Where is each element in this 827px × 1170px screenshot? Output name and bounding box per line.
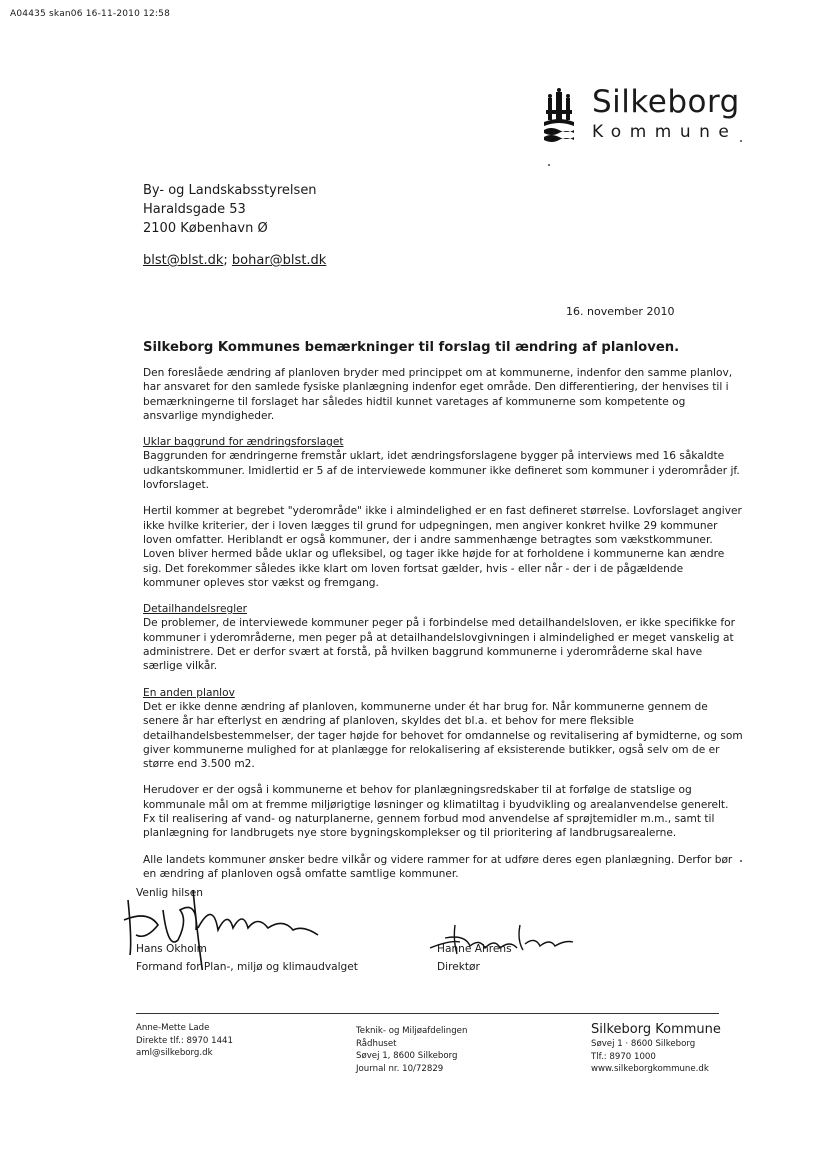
footer-municipality (591, 1022, 721, 1076)
recipient-line: Haraldsgade 53 (143, 202, 246, 217)
body-paragraph: Baggrunden for ændringerne fremstår uklart, idet ændringsforslagene bygger på interviews med 16 såkaldte udkantskommuner. Imidlertid er 5 af de interviewede kommuner ikke defineret som kommuner i yderområder jf. lovforslaget. (143, 450, 740, 492)
body-section (143, 602, 743, 673)
body-paragraph: Alle landets kommuner ønsker bedre vilkår og videre rammer for at udføre deres egen planlægning. Derfor bør en ændring af planloven også omfatte samtlige kommuner. (143, 853, 733, 880)
footer-line: Tlf.: 8970 1000 (591, 1051, 656, 1062)
recipient-line: By- og Landskabsstyrelsen (143, 183, 317, 198)
logo-name: Silkeborg (592, 84, 740, 120)
footer-line: Direkte tlf.: 8970 1441 (136, 1035, 233, 1046)
signer-1-name: Hans Okholm (136, 943, 207, 955)
signature-1-icon (118, 880, 328, 970)
body-section (143, 435, 743, 492)
signer-2-name: Hanne Ahrens (437, 943, 512, 955)
logo-subtitle: Kommune (592, 122, 738, 142)
section-heading: En anden planlov (143, 686, 235, 699)
body-paragraph: Hertil kommer at begrebet "yderområde" ikke i almindelighed er en fast defineret størrelse. Lovforslaget angiver ikke hvilke kriterier, der i loven lægges til grund for udpegningen, men angiver konkret hvilke 29 kommuner loven omfatter. Heriblandt er også kommuner, der i andre sammenhænge betragtes som vækstkommuner. Loven bliver hermed både uklar og ufleksibel, og tager ikke højde for at forholdene i kommunerne kan ændre sig. Det forekommer således ikke klart om loven fortsat gælder, hvis - eller når - der i de pågældende kommuner opleves stor vækst og fremgang. (143, 505, 742, 589)
letter-body (143, 366, 743, 893)
body-paragraph: Herudover er der også i kommunerne et behov for planlægningsredskaber til at forfølge de statslige og kommunale mål om at fremme miljørigtige løsninger og klimatiltag i byudvikling og arealanvendelse generelt. Fx til realisering af vand- og naturplanerne, gennem forbud mod anvendelse af sprøjtemidler m.m., samt til planlægning for landbrugets nye store bygningskomplekser og til prioritering af landbrugsarealerne. (143, 784, 729, 840)
footer-line: Søvej 1 · 8600 Silkeborg (591, 1039, 696, 1049)
footer-line: Journal nr. 10/72829 (356, 1063, 444, 1074)
email-link-bohar[interactable]: bohar@blst.dk (231, 253, 327, 268)
footer-department (356, 1025, 467, 1075)
body-section (143, 686, 743, 772)
body-paragraph: De problemer, de interviewede kommuner peger på i forbindelse med detailhandelsloven, er ikke specifikke for kommuner i yderområderne, men peger på at detailhandelslovgivningen i almindelighed er meget vanskelig at administrere. Det er derfor svært at forstå, på hvilken baggrund kommunerne i yderområderne skal have særlige vilkår. (143, 617, 735, 673)
letter-date: 16. november 2010 (566, 305, 675, 318)
scan-speck (548, 164, 550, 166)
footer-line: Rådhuset (356, 1038, 397, 1049)
footer-contact (136, 1022, 233, 1060)
section-heading: Detailhandelsregler (143, 603, 248, 616)
recipient-address (143, 181, 317, 238)
letter-title: Silkeborg Kommunes bemærkninger til forslag til ændring af planloven. (143, 340, 680, 355)
recipient-emails (143, 253, 326, 268)
section-heading: Uklar baggrund for ændringsforslaget (143, 436, 344, 449)
body-paragraph: Den foreslåede ændring af planloven bryder med princippet om at kommunerne, indenfor den samme planlov, har ansvaret for den samlede fysiske planlægning indenfor eget område. Den differentiering, der henvises til i bemærkningerne til forslaget har således hidtil kunnet varetages af kommunerne som kompetente og ansvarlige myndigheder. (143, 367, 733, 422)
closing-greeting: Venlig hilsen (136, 887, 203, 899)
email-separator: ; (223, 253, 228, 268)
scan-speck (740, 140, 742, 142)
signer-1-title: Formand for Plan-, miljø og klimaudvalget (136, 961, 358, 973)
fax-header: A04435 skan06 16-11-2010 12:58 (10, 9, 171, 19)
email-link-blst[interactable]: blst@blst.dk (143, 253, 224, 268)
footer-email-link[interactable]: aml@silkeborg.dk (136, 1048, 213, 1059)
signer-2-title: Direktør (437, 961, 480, 973)
footer-line: Teknik- og Miljøafdelingen (356, 1026, 468, 1036)
footer-municipality-name: Silkeborg Kommune (591, 1022, 721, 1037)
footer-website-link[interactable]: www.silkeborgkommune.dk (591, 1064, 709, 1075)
footer-line: Anne-Mette Lade (136, 1023, 210, 1033)
recipient-line: 2100 København Ø (143, 221, 268, 236)
footer-divider (136, 1013, 719, 1014)
body-paragraph: Det er ikke denne ændring af planloven, kommunerne under ét har brug for. Når kommunerne gennem de senere år har efterlyst en ændring af planloven, skyldes det bl.a. et behov for mere fleksible detailhandelsbestemmelser, der tager højde for behovet for omdannelse og revitalisering af bymidterne, og som giver kommunerne mulighed for at planlægge for relokalisering af eksisterende butikker, også selv om de er større end 3.500 m2. (143, 700, 743, 771)
footer-line: Søvej 1, 8600 Silkeborg (356, 1051, 458, 1062)
scan-speck (740, 860, 742, 862)
